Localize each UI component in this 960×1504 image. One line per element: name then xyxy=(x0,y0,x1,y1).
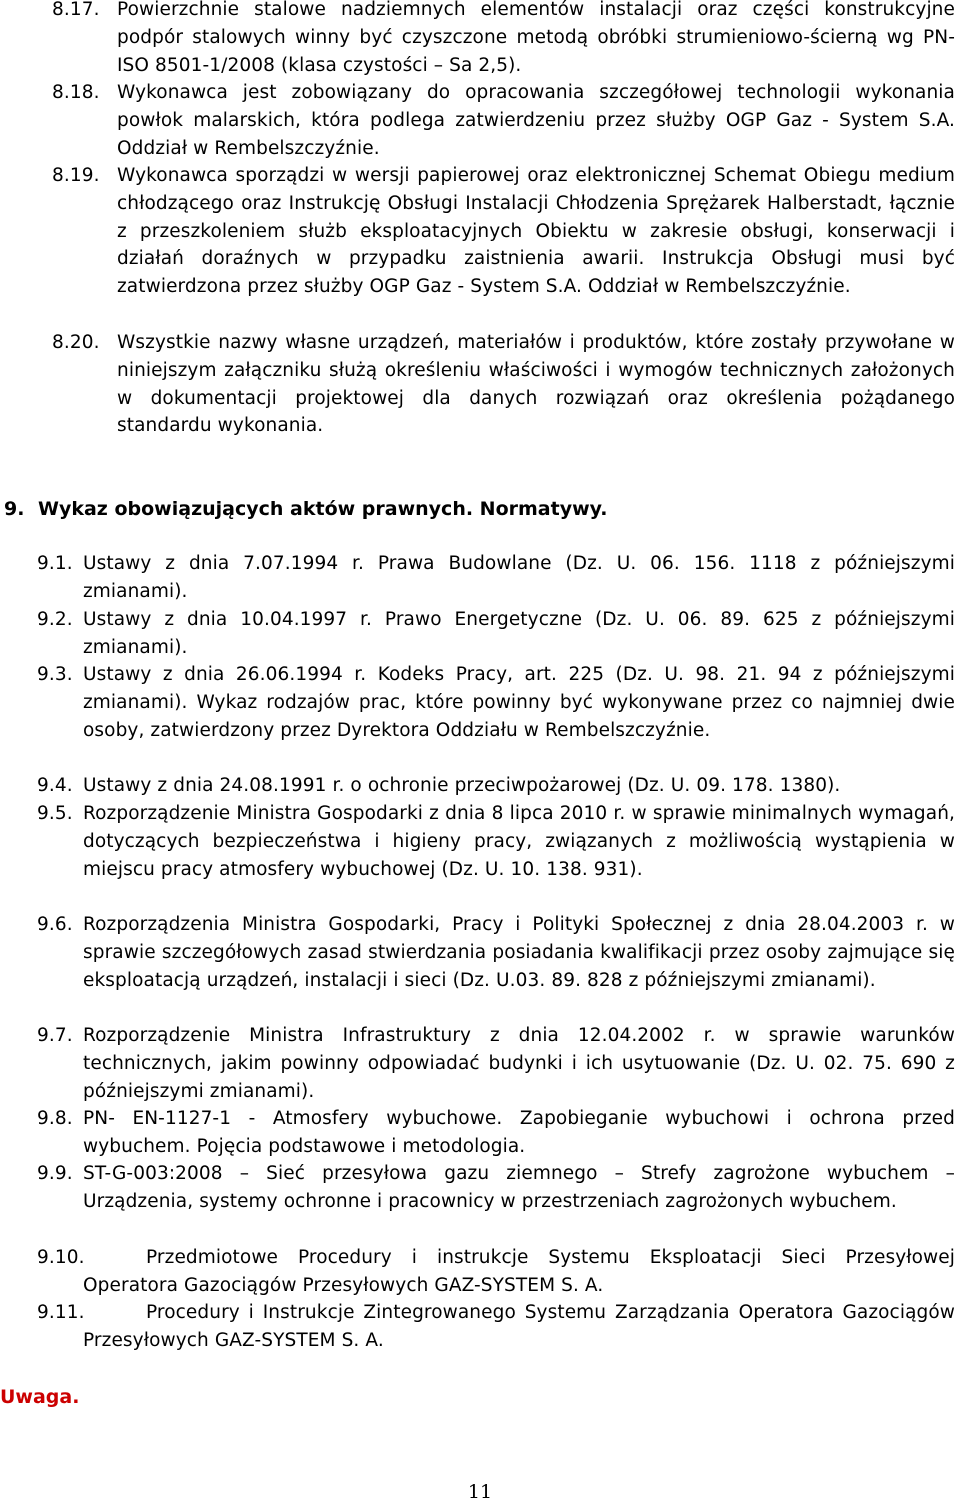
item-number: 9.2. xyxy=(37,609,73,630)
item-number: 9.1. xyxy=(37,553,73,574)
item-number: 8.18. xyxy=(52,82,100,103)
page-number: 11 xyxy=(467,1481,493,1503)
item-number: 9.10. xyxy=(37,1247,85,1268)
section-title: Wykaz obowiązujących aktów prawnych. Normatywy. xyxy=(38,498,608,520)
list-item xyxy=(37,606,955,662)
item-number: 8.17. xyxy=(52,0,100,20)
list-item xyxy=(37,661,955,744)
item-text: Rozporządzenia Ministra Gospodarki, Pracy i Polityki Społecznej z dnia 28.04.2003 r. w sprawie szczegółowych zasad stwierdzania posiadania kwalifikacji przez osoby zajmujące się eksploatacją urządzeń, instalacji i sieci (Dz. U.03. 89. 828 z późniejszymi zmianami). xyxy=(83,914,955,991)
list-item xyxy=(37,1244,955,1300)
item-text: Ustawy z dnia 7.07.1994 r. Prawa Budowlane (Dz. U. 06. 156. 1118 z późniejszymi zmianami). xyxy=(83,553,955,602)
item-number: 9.3. xyxy=(37,664,73,685)
item-text: Ustawy z dnia 26.06.1994 r. Kodeks Pracy, art. 225 (Dz. U. 98. 21. 94 z późniejszymi zmianami). Wykaz rodzajów prac, które powinny być wykonywane przez co najmniej dwie osoby, zatwierdzony przez Dyrektora Oddziału w Rembelszczyźnie. xyxy=(83,664,955,741)
list-item xyxy=(37,1299,955,1355)
item-number: 9.11. xyxy=(37,1302,85,1323)
item-text: Rozporządzenie Ministra Infrastruktury z dnia 12.04.2002 r. w sprawie warunków technicznych, jakim powinny odpowiadać budynki i ich usytuowanie (Dz. U. 02. 75. 690 z późniejszymi zmianami). xyxy=(83,1025,955,1102)
item-text: Wykonawca sporządzi w wersji papierowej oraz elektronicznej Schemat Obiegu medium chłodzącego oraz Instrukcję Obsługi Instalacji Chłodzenia Sprężarek Halberstadt, łącznie z przeszkoleniem służb eksploatacyjnych Obiektu w zakresie obsługi, konserwacji i działań doraźnych w przypadku zaistnienia awarii. Instrukcja Obsługi musi być zatwierdzona przez służby OGP Gaz - System S.A. Oddział w Rembelszczyźnie. xyxy=(117,165,955,298)
item-number: 8.20. xyxy=(52,332,100,353)
list-item xyxy=(52,0,955,79)
item-number: 9.8. xyxy=(37,1108,73,1129)
list-item xyxy=(52,329,955,440)
list-item xyxy=(37,911,955,994)
item-number: 9.4. xyxy=(37,775,73,796)
item-text: Wykonawca jest zobowiązany do opracowania szczegółowej technologii wykonania powłok malarskich, która podlega zatwierdzeniu przez służby OGP Gaz - System S.A. Oddział w Rembelszczyźnie. xyxy=(117,82,955,159)
list-item xyxy=(52,79,955,162)
item-text: Procedury i Instrukcje Zintegrowanego Systemu Zarządzania Operatora Gazociągów Przesyłowych GAZ-SYSTEM S. A. xyxy=(83,1302,955,1351)
list-item xyxy=(37,1105,955,1161)
list-item xyxy=(37,800,955,883)
item-text: Wszystkie nazwy własne urządzeń, materiałów i produktów, które zostały przywołane w niniejszym załączniku służą określeniu właściwości i wymogów technicznych założonych w dokumentacji projektowej dla danych rozwiązań oraz określenia pożądanego standardu wykonania. xyxy=(117,332,955,437)
item-text: Rozporządzenie Ministra Gospodarki z dnia 8 lipca 2010 r. w sprawie minimalnych wymagań, dotyczących bezpieczeństwa i higieny pracy, związanych z możliwością wystąpienia w miejscu pracy atmosfery wybuchowej (Dz. U. 10. 138. 931). xyxy=(83,803,955,880)
list-item xyxy=(37,1022,955,1105)
item-text: ST-G-003:2008 – Sieć przesyłowa gazu ziemnego – Strefy zagrożone wybuchem – Urządzenia, systemy ochronne i pracownicy w przestrzeniach zagrożonych wybuchem. xyxy=(83,1163,955,1212)
list-item xyxy=(52,162,955,301)
item-text: Przedmiotowe Procedury i instrukcje Systemu Eksploatacji Sieci Przesyłowej Operatora Gazociągów Przesyłowych GAZ-SYSTEM S. A. xyxy=(83,1247,955,1296)
list-item xyxy=(37,772,955,800)
list-item xyxy=(37,1160,955,1216)
section-heading xyxy=(4,495,608,523)
item-number: 9.9. xyxy=(37,1163,73,1184)
item-text: Ustawy z dnia 24.08.1991 r. o ochronie przeciwpożarowej (Dz. U. 09. 178. 1380). xyxy=(83,775,841,796)
item-text: Powierzchnie stalowe nadziemnych elementów instalacji oraz części konstrukcyjne podpór stalowych winny być czyszczone metodą obróbki strumieniowo-ścierną wg PN-ISO 8501-1/2008 (klasa czystości – Sa 2,5). xyxy=(117,0,955,76)
item-number: 9.5. xyxy=(37,803,73,824)
item-number: 9.6. xyxy=(37,914,73,935)
list-item xyxy=(37,550,955,606)
note-label: Uwaga. xyxy=(0,1386,80,1408)
section-number: 9. xyxy=(4,498,25,520)
item-text: Ustawy z dnia 10.04.1997 r. Prawo Energetyczne (Dz. U. 06. 89. 625 z późniejszymi zmianami). xyxy=(83,609,955,658)
item-text: PN- EN-1127-1 - Atmosfery wybuchowe. Zapobieganie wybuchowi i ochrona przed wybuchem. Pojęcia podstawowe i metodologia. xyxy=(83,1108,955,1157)
item-number: 9.7. xyxy=(37,1025,73,1046)
item-number: 8.19. xyxy=(52,165,100,186)
